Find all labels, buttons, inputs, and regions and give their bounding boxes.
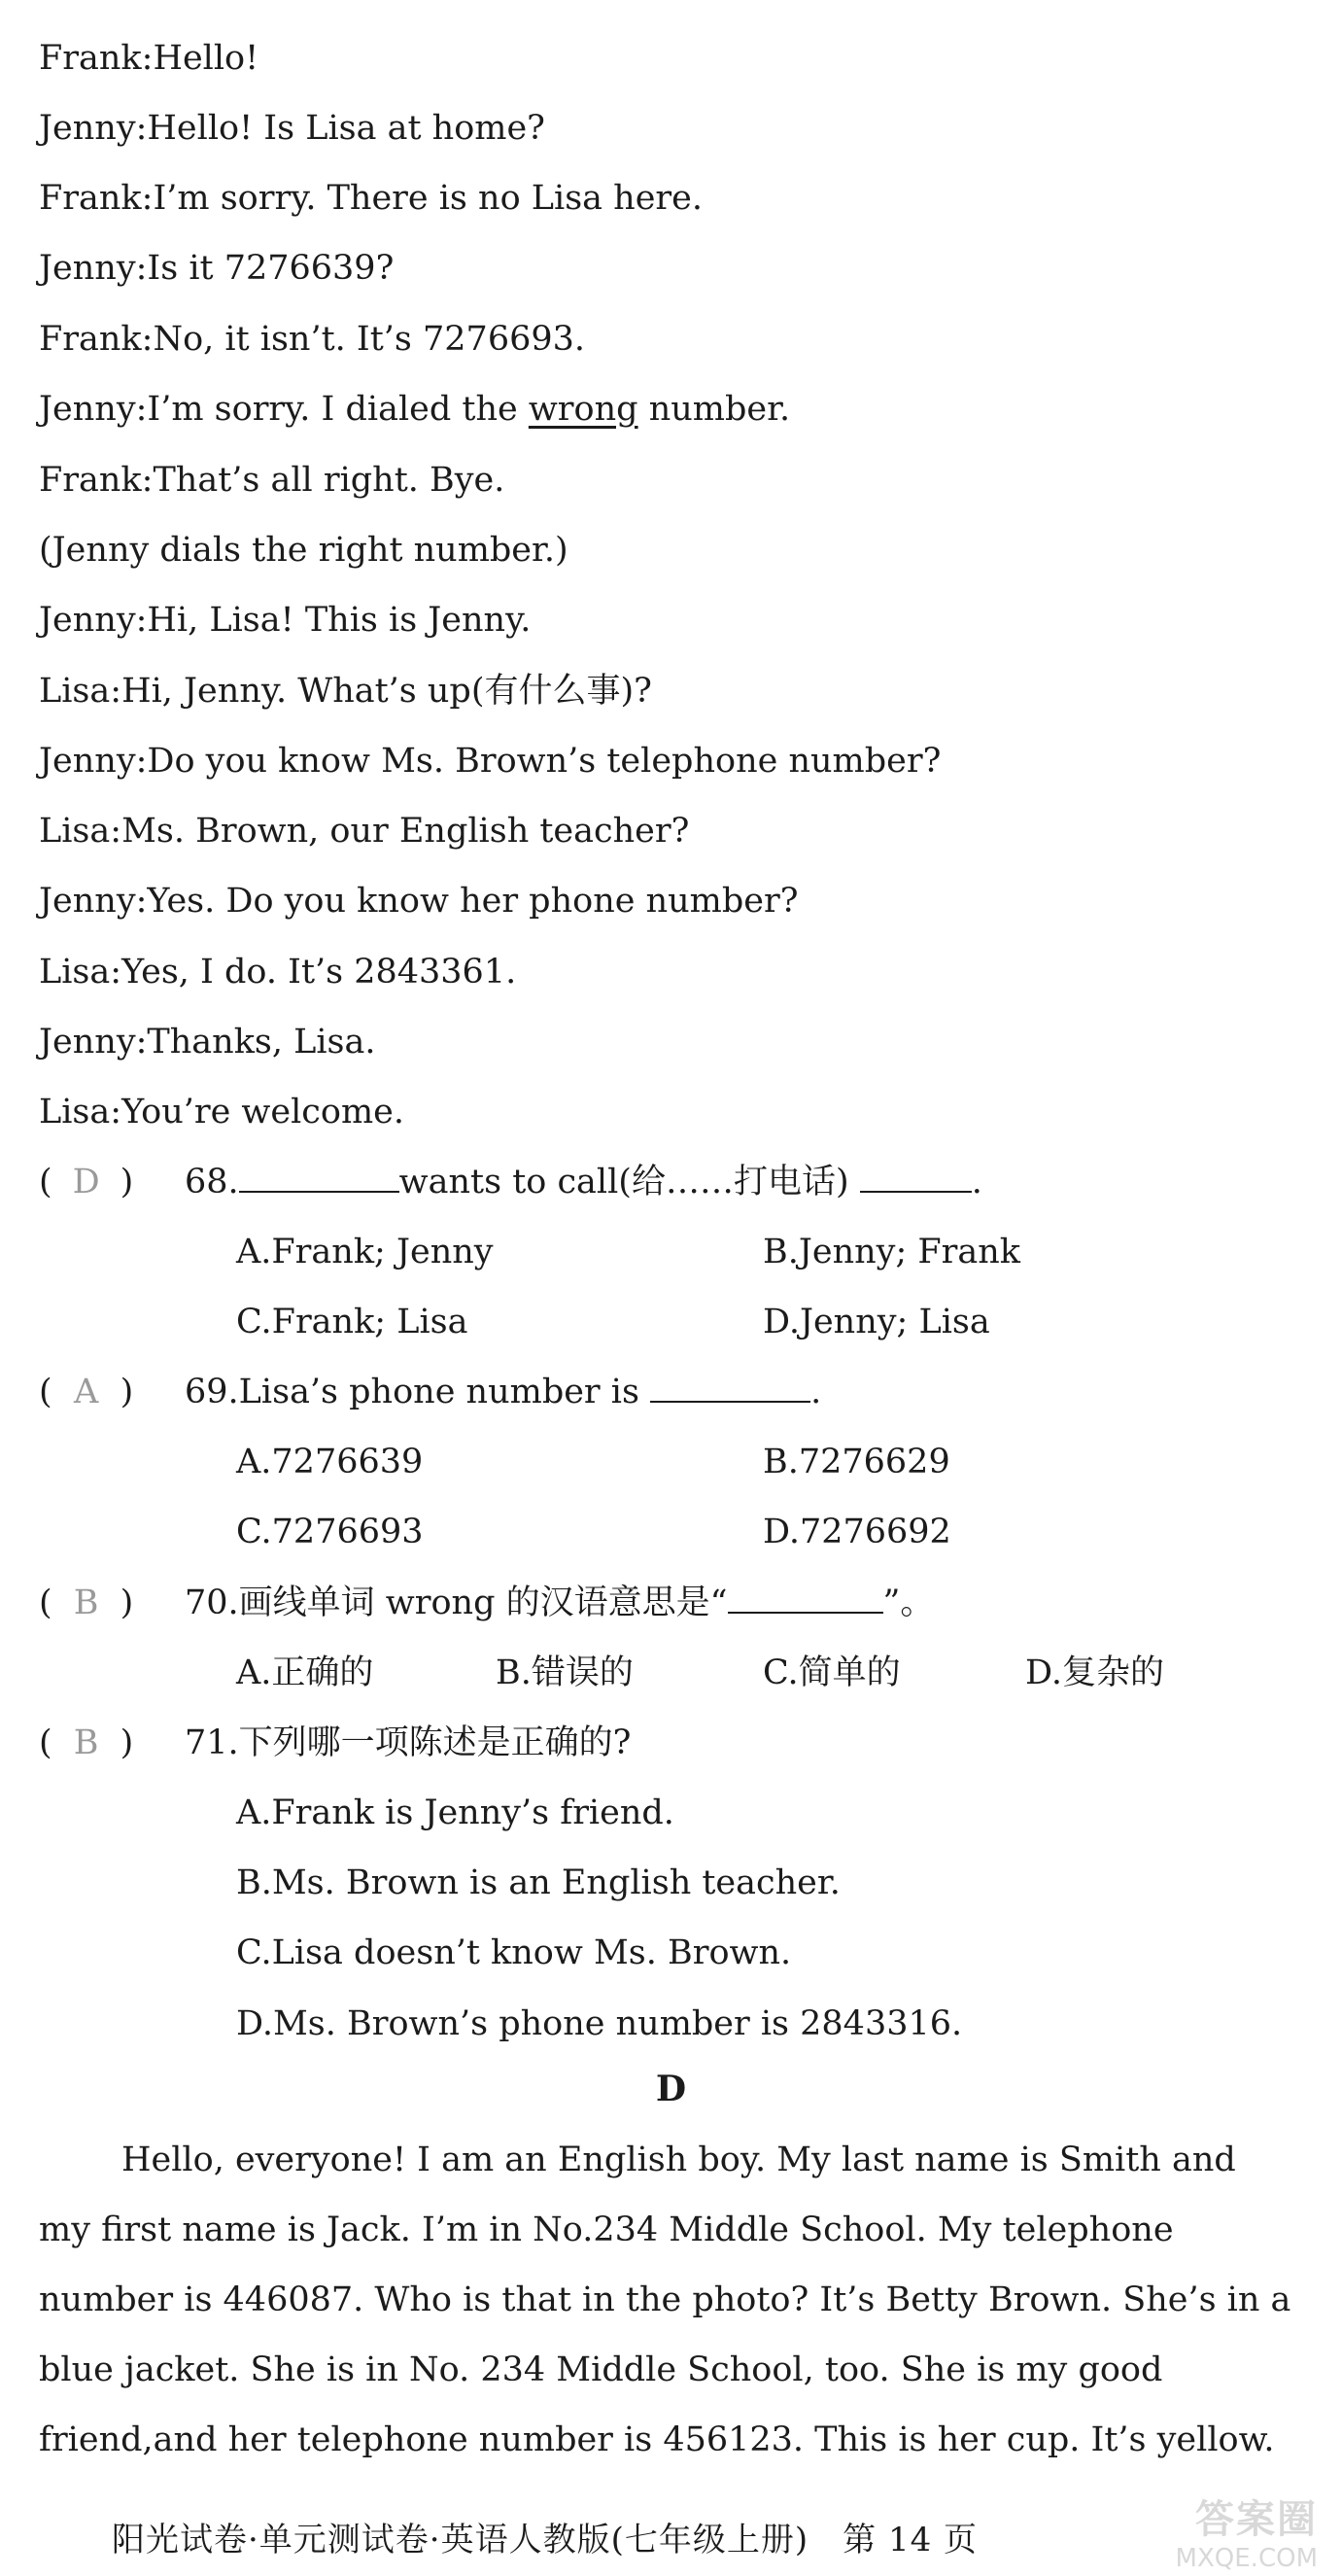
option: D.Ms. Brown’s phone number is 2843316. xyxy=(236,2004,963,2043)
option: D.复杂的 xyxy=(1025,1654,1164,1692)
dialogue-line: Lisa:You’re welcome. xyxy=(39,1093,404,1131)
option: D.Jenny; Lisa xyxy=(763,1303,990,1341)
dialogue-line: Jenny:Yes. Do you know her phone number? xyxy=(39,882,799,921)
option: B.7276629 xyxy=(763,1443,950,1481)
dialogue-line: Lisa:Ms. Brown, our English teacher? xyxy=(39,812,690,851)
option: C.简单的 xyxy=(763,1654,901,1692)
option: C.7276693 xyxy=(236,1513,424,1551)
question-68: ( D ) 68. wants to call(给……打电话) . xyxy=(39,1163,982,1201)
dialogue-line: Frank:I’m sorry. There is no Lisa here. xyxy=(39,179,703,218)
option: A.Frank; Jenny xyxy=(236,1233,494,1271)
option: A.7276639 xyxy=(236,1443,424,1481)
stage-direction: (Jenny dials the right number.) xyxy=(39,531,568,570)
option: C.Lisa doesn’t know Ms. Brown. xyxy=(236,1933,792,1972)
dialogue-line: Jenny:Thanks, Lisa. xyxy=(39,1023,376,1062)
passage-line: Hello, everyone! I am an English boy. My last name is Smith and xyxy=(121,2141,1236,2179)
dialogue-line: Jenny:Hi, Lisa! This is Jenny. xyxy=(39,601,532,640)
dialogue-line: Frank:No, it isn’t. It’s 7276693. xyxy=(39,320,586,359)
answer-mark: D xyxy=(72,1163,100,1201)
answer-mark: B xyxy=(73,1584,99,1622)
underlined-word: wrong xyxy=(528,390,638,429)
option: D.7276692 xyxy=(763,1513,951,1551)
question-69: ( A ) 69.Lisa’s phone number is . xyxy=(39,1373,822,1411)
dialogue-line: Jenny:Do you know Ms. Brown’s telephone number? xyxy=(39,742,942,781)
passage-line: number is 446087. Who is that in the photo? It’s Betty Brown. She’s in a xyxy=(39,2280,1291,2319)
option: B.Jenny; Frank xyxy=(763,1233,1020,1271)
answer-blank xyxy=(239,1162,399,1193)
dialogue-line: Jenny:Hello! Is Lisa at home? xyxy=(39,109,545,148)
section-heading: D xyxy=(655,2069,687,2109)
passage-line: blue jacket. She is in No. 234 Middle School, too. She is my good xyxy=(39,2350,1163,2389)
answer-mark: B xyxy=(73,1723,99,1762)
dialogue-line: Jenny:I’m sorry. I dialed the wrong number. xyxy=(39,390,791,429)
answer-blank xyxy=(728,1583,883,1614)
dialogue-line: Lisa:Yes, I do. It’s 2843361. xyxy=(39,953,517,992)
answer-blank xyxy=(650,1372,810,1403)
passage-line: friend,and her telephone number is 456123. This is her cup. It’s yellow. xyxy=(39,2420,1275,2459)
page-footer: 阳光试卷·单元测试卷·英语人教版(七年级上册) 第 14 页 xyxy=(112,2521,979,2559)
option: C.Frank; Lisa xyxy=(236,1303,468,1341)
answer-blank xyxy=(860,1162,972,1193)
option: B.错误的 xyxy=(496,1654,634,1692)
question-71: ( B ) 71.下列哪一项陈述是正确的? xyxy=(39,1723,632,1762)
option: A.Frank is Jenny’s friend. xyxy=(236,1793,674,1832)
dialogue-line: Lisa:Hi, Jenny. What’s up(有什么事)? xyxy=(39,672,652,711)
option: B.Ms. Brown is an English teacher. xyxy=(236,1863,841,1902)
dialogue-line: Jenny:Is it 7276639? xyxy=(39,249,395,288)
answer-mark: A xyxy=(74,1373,99,1411)
question-70: ( B ) 70.画线单词 wrong 的汉语意思是“ ”。 xyxy=(39,1584,935,1622)
dialogue-line: Frank:That’s all right. Bye. xyxy=(39,461,505,500)
watermark-logo: 答案圈 MXQE.COM xyxy=(1175,2497,1318,2573)
passage-line: my first name is Jack. I’m in No.234 Middle School. My telephone xyxy=(39,2210,1174,2249)
option: A.正确的 xyxy=(236,1654,374,1692)
dialogue-line: Frank:Hello! xyxy=(39,39,259,78)
